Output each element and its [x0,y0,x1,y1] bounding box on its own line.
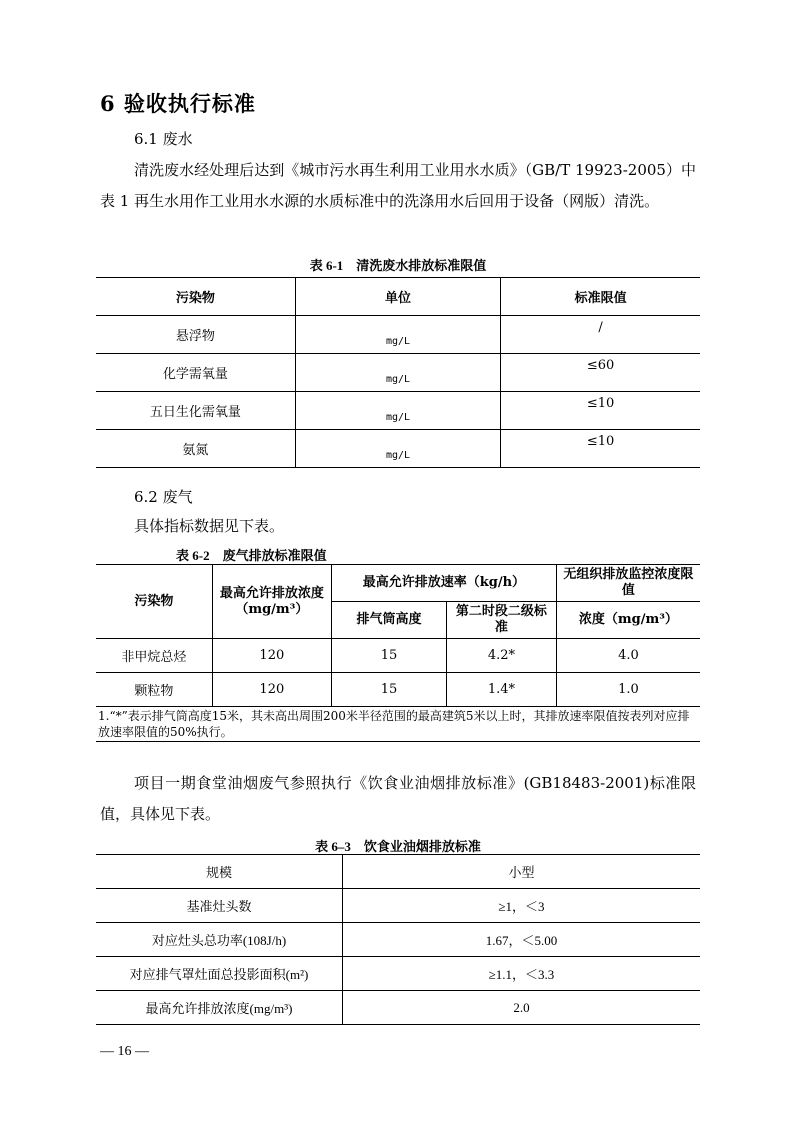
cell-pollutant: 悬浮物 [96,316,295,354]
cell-limit: ≤10 [586,434,615,449]
cell-stack-height: 15 [331,639,446,673]
table-header-row [96,565,700,602]
table-row [96,923,700,957]
exhaust-paragraph: 具体指标数据见下表。 [134,517,285,535]
cell-unit: mg/L [385,412,411,423]
header-unorganized: 无组织排放监控浓度限值 [556,565,700,602]
cell-unit: mg/L [385,374,411,385]
cell-max-concentration: 120 [212,639,331,673]
table-row [96,991,700,1025]
table1-caption: 表 6-1 清洗废水排放标准限值 [309,258,487,273]
cell-limit: / [598,320,603,335]
header-max-rate: 最高允许排放速率（kg/h） [331,565,556,602]
cell-item: 基准灶头数 [96,889,343,923]
header-unit: 单位 [295,278,500,316]
table-row [96,392,700,430]
cell-pollutant: 非甲烷总烃 [96,639,212,673]
table-row [96,957,700,991]
cell-max-concentration: 120 [212,673,331,707]
table-row [96,889,700,923]
cooking-fume-table [96,854,700,1025]
table2-caption: 表 6-2 废气排放标准限值 [176,548,327,563]
cell-pollutant: 氨氮 [96,430,295,468]
table-row [96,673,700,707]
header-pollutant: 污染物 [96,565,212,639]
exhaust-limits-table [96,564,700,742]
subsection-exhaust-title: 6.2 废气 [134,488,193,506]
header-limit: 标准限值 [501,278,700,316]
cell-value: 1.67，＜5.00 [343,923,701,957]
cell-rate: 4.2* [447,639,557,673]
cell-unit: mg/L [385,336,411,347]
cell-item: 对应灶头总功率(108J/h) [96,923,343,957]
cell-pollutant: 化学需氧量 [96,354,295,392]
table3-caption: 表 6–3 饮食业油烟排放标准 [315,839,481,854]
cell-unit: mg/L [385,450,411,461]
cell-item: 对应排气罩灶面总投影面积(m²) [96,957,343,991]
header-pollutant: 污染物 [96,278,295,316]
table-header-row [96,855,700,889]
header-level2-standard: 第二时段二级标准 [447,602,557,639]
cell-pollutant: 五日生化需氧量 [96,392,295,430]
header-stack-height: 排气筒高度 [331,602,446,639]
cell-stack-height: 15 [331,673,446,707]
table-note-row [96,707,700,742]
cell-rate: 1.4* [447,673,557,707]
cell-limit: ≤10 [586,396,615,411]
subsection-wastewater-title: 6.1 废水 [134,130,193,148]
cell-value: ≥1.1，＜3.3 [343,957,701,991]
table-row [96,639,700,673]
header-max-concentration: 最高允许排放浓度（mg/m³） [212,565,331,639]
cell-item: 最高允许排放浓度(mg/m³) [96,991,343,1025]
table-note: 1.“*”表示排气筒高度15米，其未高出周围200米半径范围的最高建筑5米以上时，其排放速率限值按表列对应排放速率限值的50%执行。 [96,707,700,742]
cell-limit: ≤60 [586,358,615,373]
table-row [96,354,700,392]
cooking-fume-paragraph: 项目一期食堂油烟废气参照执行《饮食业油烟排放标准》(GB18483-2001)标准限值，具体见下表。 [100,774,696,823]
section-heading: 6 验收执行标准 [100,91,256,116]
cell-concentration: 4.0 [556,639,700,673]
cell-value: ≥1，＜3 [343,889,701,923]
wastewater-paragraph: 清洗废水经处理后达到《城市污水再生利用工业用水水质》（GB/T 19923-2005）中表 1 再生水用作工业用水水源的水质标准中的洗涤用水后回用于设备（网版）清洗。 [100,161,696,210]
page-number: — 16 — [100,1044,149,1059]
header-small: 小型 [343,855,701,889]
cell-pollutant: 颗粒物 [96,673,212,707]
table-row [96,316,700,354]
header-concentration: 浓度（mg/m³） [556,602,700,639]
cell-concentration: 1.0 [556,673,700,707]
header-scale: 规模 [96,855,343,889]
wastewater-limits-table [96,277,700,468]
table-row [96,430,700,468]
cell-value: 2.0 [343,991,701,1025]
table-header-row [96,278,700,316]
